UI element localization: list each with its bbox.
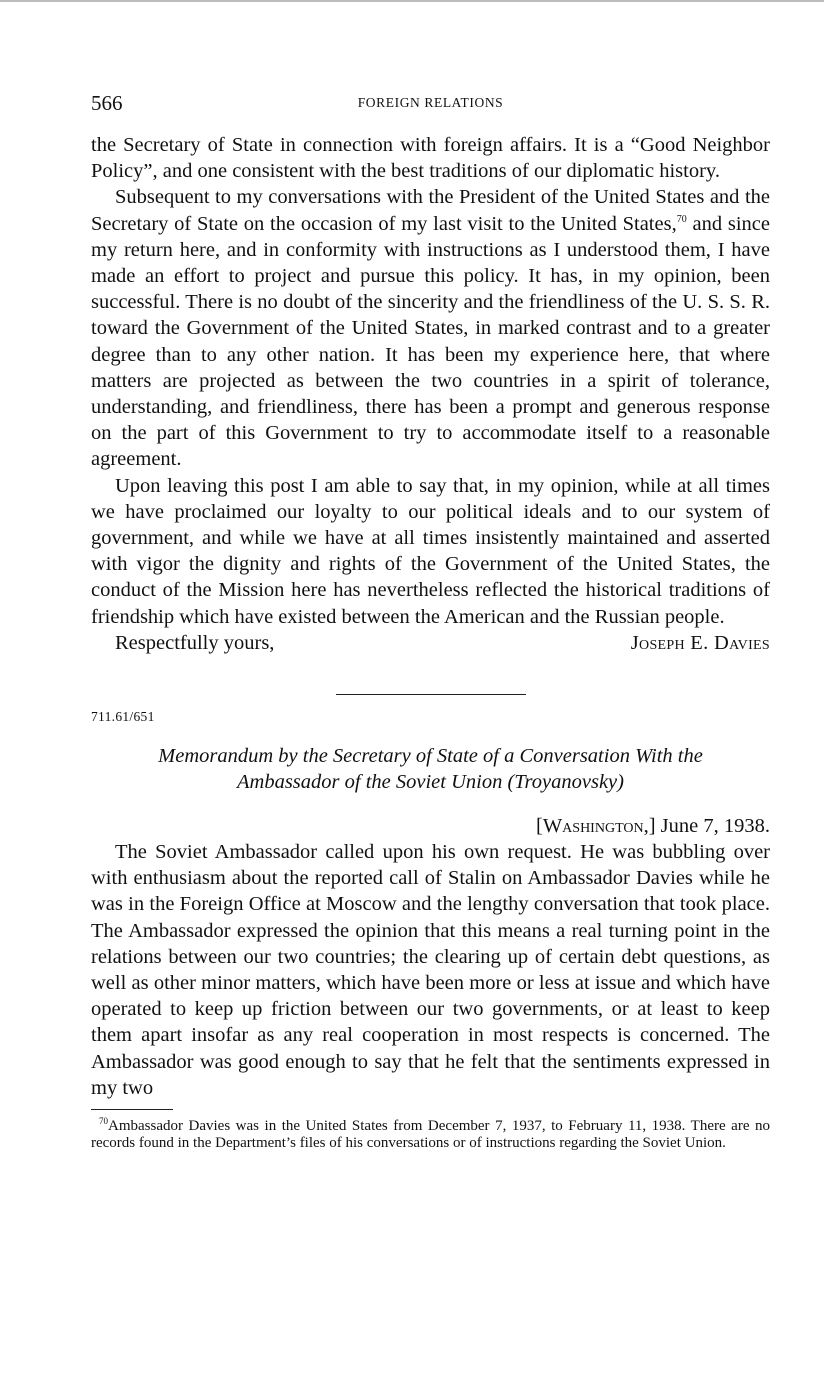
top-edge-rule: [0, 0, 824, 2]
dateline-date: June 7, 1938.: [660, 815, 770, 838]
footnote-text: Ambassador Davies was in the United States from December 7, 1937, to February 11, 1938. There are no records found in the Department’s files of his conversations or of instructions regarding the Soviet Union.: [91, 1118, 770, 1151]
letter-paragraph-3: Upon leaving this post I am able to say that, in my opinion, while at all times we have proclaimed our loyalty to our political ideals and to our system of government, and while we have at all times insistently maintained and asserted with vigor the dignity and rights of the Government of the United States, the conduct of the Mission here has nevertheless reflected the historical traditions of friendship which have existed between the American and the Russian people.: [91, 474, 770, 628]
running-head: [91, 88, 770, 118]
file-number: 711.61/651: [91, 709, 155, 725]
document-page: [91, 88, 770, 1166]
complimentary-close: Respectfully yours,: [115, 631, 275, 654]
memorandum-title-line-2: Ambassador of the Soviet Union (Troyanovsky): [237, 771, 624, 794]
footnote-reference: 70: [676, 213, 687, 225]
section-separator: [336, 694, 526, 695]
signature: Joseph E. Davies: [630, 631, 770, 654]
dateline-place: [Washington,]: [536, 815, 656, 838]
footnote-rule: [91, 1109, 173, 1110]
letter-paragraph-2: [91, 184, 770, 472]
memorandum-paragraph: The Soviet Ambassador called upon his own request. He was bubbling over with enthusiasm about the reported call of Stalin on Ambassador Davies while he was in the Foreign Office at Moscow and the lengthy conversation that took place. The Ambassador expressed the opinion that this means a real turning point in the relations between our two countries; the clearing up of certain debt questions, as well as other minor matters, which have been more or less at issue and which have operated to keep up friction between our two governments, or at least to keep them apart insofar as any real cooperation in most respects is concerned. The Ambassador was good enough to say that he felt that the sentiments expressed in my two: [91, 841, 770, 1099]
running-title: FOREIGN RELATIONS: [357, 95, 504, 110]
memorandum-title-line-1: Memorandum by the Secretary of State of a Conversation With the: [158, 745, 703, 768]
footnote: [91, 1118, 770, 1151]
letter-paragraph-2-text-a: Subsequent to my conversations with the President of the United States and the Secretary of State on the occasion of my last visit to the United States,: [91, 186, 770, 235]
letter-paragraph-2-text-b: and since my return here, and in conformity with instructions as I understood them, I have made an effort to project and pursue this policy. It has, in my opinion, been successful. There is no doubt of the sincerity and the friendliness of the U. S. S. R. toward the Government of the United States, in marked contrast and to a greater degree than to any other nation. It has been my experience here, that where matters are projected as between the two countries in a spirit of tolerance, understanding, and friendliness, there has been a prompt and generous response on the part of this Government to try to accommodate itself to a reasonable agreement.: [91, 212, 770, 471]
memorandum-title: [91, 743, 770, 795]
letter-closing: [91, 630, 770, 656]
footnote-marker: 70: [99, 1116, 108, 1127]
dateline: [91, 813, 770, 839]
letter-paragraph-1: the Secretary of State in connection with foreign affairs. It is a “Good Neighbor Policy”, and one consistent with the best traditions of our diplomatic history.: [91, 134, 770, 183]
page-number: 566: [91, 91, 123, 115]
